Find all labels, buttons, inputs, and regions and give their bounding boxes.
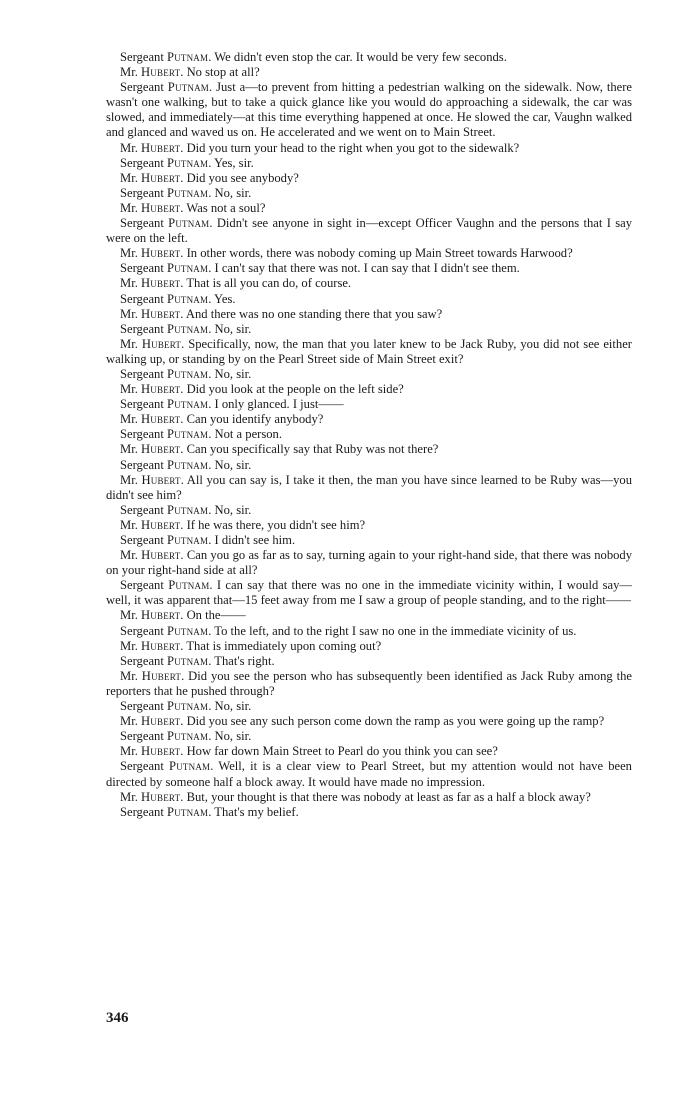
testimony-paragraph: Sergeant Putnam. No, sir. <box>120 185 252 200</box>
testimony-paragraph: Mr. Hubert. Did you see any such person come down the ramp as you were going up the ramp? <box>120 714 605 729</box>
speaker-name: Hubert <box>141 336 182 351</box>
speech-text: Can you specifically say that Ruby was not there? <box>186 442 439 457</box>
speech-text: No stop at all? <box>186 65 260 80</box>
speaker-title: Mr. <box>120 65 138 80</box>
speaker-title: Mr. <box>120 382 138 397</box>
speaker-title: Sergeant <box>120 578 164 593</box>
speaker-title: Mr. <box>120 246 138 261</box>
speech-text: No, sir. <box>214 729 252 744</box>
testimony-paragraph: Mr. Hubert. Did you see anybody? <box>120 170 299 185</box>
testimony-paragraph: Sergeant Putnam. Not a person. <box>120 427 283 442</box>
speaker-name: Hubert <box>141 744 181 759</box>
speaker-title: Sergeant <box>120 533 164 547</box>
speaker-name: Hubert <box>141 517 181 532</box>
speaker-name: Hubert <box>141 200 181 215</box>
speaker-name: Putnam <box>168 578 210 593</box>
testimony-paragraph: Sergeant Putnam. No, sir. <box>120 699 252 714</box>
speaker-name: Putnam <box>167 321 209 336</box>
testimony-paragraph: Sergeant Putnam. I only glanced. I just—— <box>120 397 344 412</box>
speaker-title: Mr. <box>120 336 138 351</box>
speaker-name: Putnam <box>167 366 209 381</box>
testimony-paragraph: Mr. Hubert. In other words, there was nobody coming up Main Street towards Harwood? <box>120 246 573 261</box>
speaker-title: Sergeant <box>120 291 164 306</box>
testimony-paragraph: Mr. Hubert. No stop at all? <box>120 65 260 80</box>
speaker-title: Mr. <box>120 744 138 759</box>
speaker-name: Hubert <box>141 638 181 653</box>
testimony-paragraph: Mr. Hubert. Did you see the person who has subsequently been identified as Jack Ruby among the reporters that he pushed through? <box>106 668 632 698</box>
speaker-title: Mr. <box>120 668 138 683</box>
testimony-paragraph: Mr. Hubert. But, your thought is that there was nobody at least as far as a half a block away? <box>120 789 591 804</box>
speaker-name: Hubert <box>141 548 181 563</box>
speaker-name: Putnam <box>167 804 209 819</box>
speaker-title: Mr. <box>120 412 138 427</box>
testimony-paragraph: Sergeant Putnam. No, sir. <box>120 729 252 744</box>
speaker-title: Mr. <box>120 200 138 215</box>
speaker-title: Mr. <box>120 442 138 457</box>
speaker-title: Mr. <box>120 608 138 623</box>
speech-text: Did you see any such person come down the ramp as you were going up the ramp? <box>186 714 605 729</box>
speaker-name: Hubert <box>141 65 181 80</box>
speaker-name: Hubert <box>141 276 181 291</box>
speech-text: No, sir. <box>214 321 252 336</box>
speaker-title: Mr. <box>120 789 138 804</box>
speech-text: Can you identify anybody? <box>186 412 324 427</box>
testimony-paragraph: Mr. Hubert. Did you turn your head to the right when you got to the sidewalk? <box>120 140 520 155</box>
testimony-paragraph: Mr. Hubert. That is immediately upon coming out? <box>120 638 382 653</box>
speaker-title: Sergeant <box>120 80 164 95</box>
speaker-title: Mr. <box>120 140 138 155</box>
speaker-name: Putnam <box>167 533 209 547</box>
speaker-title: Sergeant <box>120 366 164 381</box>
testimony-paragraph: Mr. Hubert. And there was no one standing there that you saw? <box>120 306 443 321</box>
testimony-paragraph: Sergeant Putnam. No, sir. <box>120 457 252 472</box>
speaker-name: Putnam <box>167 502 209 517</box>
page-number: 346 <box>106 1010 129 1026</box>
speaker-name: Hubert <box>141 714 181 729</box>
speech-text: And there was no one standing there that you saw? <box>185 306 443 321</box>
testimony-paragraph: Mr. Hubert. If he was there, you didn't see him? <box>120 517 366 532</box>
speech-text: No, sir. <box>214 502 252 517</box>
speaker-title: Sergeant <box>120 397 164 412</box>
speaker-name: Putnam <box>167 397 209 412</box>
speaker-name: Putnam <box>167 623 209 638</box>
speech-text: I only glanced. I just—— <box>214 397 344 412</box>
testimony-paragraph: Sergeant Putnam. I can say that there was no one in the immediate vicinity within, I would say—well, it was apparent that—15 feet away from me I saw a group of people standing, and to the right—— <box>106 578 632 608</box>
testimony-paragraph: Mr. Hubert. On the—— <box>120 608 246 623</box>
testimony-paragraph: Mr. Hubert. Was not a soul? <box>120 200 266 215</box>
testimony-paragraph: Mr. Hubert. Can you identify anybody? <box>120 412 324 427</box>
speaker-name: Hubert <box>141 382 181 397</box>
speech-text: Did you turn your head to the right when you got to the sidewalk? <box>186 140 520 155</box>
speaker-title: Sergeant <box>120 729 164 744</box>
speaker-name: Hubert <box>141 412 181 427</box>
speech-text: All you can say is, I take it then, the man you have since learned to be Ruby was—you didn't see him? <box>106 472 633 502</box>
speaker-title: Mr. <box>120 517 138 532</box>
speech-text: Yes, sir. <box>214 155 254 170</box>
speaker-name: Hubert <box>141 170 181 185</box>
testimony-paragraph: Mr. Hubert. All you can say is, I take it then, the man you have since learned to be Ruby was—you didn't see him? <box>106 472 633 502</box>
speaker-name: Putnam <box>167 185 209 200</box>
testimony-paragraph: Sergeant Putnam. No, sir. <box>120 502 252 517</box>
speech-text: I can say that there was no one in the immediate vicinity within, I would say—well, it was apparent that—15 feet away from me I saw a group of people standing, and to the right—— <box>106 578 632 608</box>
testimony-paragraph: Mr. Hubert. That is all you can do, of course. <box>120 276 352 291</box>
speaker-name: Putnam <box>169 759 211 774</box>
speaker-title: Mr. <box>120 638 138 653</box>
speaker-title: Mr. <box>120 714 138 729</box>
speech-text: Did you see anybody? <box>186 170 299 185</box>
testimony-paragraph: Mr. Hubert. Can you go as far as to say, turning again to your right-hand side, that there was nobody on your right-hand side at all? <box>106 548 633 578</box>
speech-text: No, sir. <box>214 185 252 200</box>
speaker-title: Sergeant <box>120 804 164 819</box>
speaker-name: Putnam <box>168 216 210 231</box>
speaker-title: Sergeant <box>120 457 164 472</box>
speech-text: Specifically, now, the man that you later knew to be Jack Ruby, you did not see either walking up, or standing by on the Pearl Street side of Main Street exit? <box>106 336 633 366</box>
speech-text: No, sir. <box>214 457 252 472</box>
testimony-paragraph: Mr. Hubert. Did you look at the people on the left side? <box>120 382 404 397</box>
speaker-name: Putnam <box>167 50 209 64</box>
speech-text: I didn't see him. <box>214 533 296 547</box>
testimony-paragraph: Sergeant Putnam. That's right. <box>120 653 275 668</box>
speech-text: Just a—to prevent from hitting a pedestrian walking on the sidewalk. Now, there wasn't one walking, but to take a quick glance like you would do approaching a sidewalk, the car was slowed, and immediately—at this time everything happened at once. He slowed the car, Vaughn walked and glanced and waved us on. He accelerated and we went on to Main Street. <box>106 80 632 140</box>
speech-text: Can you go as far as to say, turning again to your right-hand side, that there was nobody on your right-hand side at all? <box>106 548 633 578</box>
speech-text: But, your thought is that there was nobody at least as far as a half a block away? <box>186 789 591 804</box>
speech-text: Was not a soul? <box>186 200 266 215</box>
speech-text: Not a person. <box>214 427 283 442</box>
testimony-paragraph: Sergeant Putnam. Well, it is a clear view to Pearl Street, but my attention would not have been directed by someone half a block away. It would have made no impression. <box>106 759 632 789</box>
testimony-paragraph: Sergeant Putnam. To the left, and to the right I saw no one in the immediate vicinity of us. <box>120 623 577 638</box>
speaker-title: Mr. <box>120 276 138 291</box>
speaker-title: Sergeant <box>120 653 164 668</box>
speaker-name: Putnam <box>167 729 209 744</box>
testimony-paragraph: Mr. Hubert. Specifically, now, the man that you later knew to be Jack Ruby, you did not see either walking up, or standing by on the Pearl Street side of Main Street exit? <box>106 336 633 366</box>
speech-text: We didn't even stop the car. It would be very few seconds. <box>214 50 507 64</box>
speech-text: How far down Main Street to Pearl do you think you can see? <box>186 744 498 759</box>
speech-text: Didn't see anyone in sight in—except Officer Vaughn and the persons that I say were on the left. <box>106 216 632 246</box>
testimony-paragraph: Sergeant Putnam. That's my belief. <box>120 804 299 819</box>
speaker-title: Sergeant <box>120 216 164 231</box>
speech-text: Well, it is a clear view to Pearl Street, but my attention would not have been directed by someone half a block away. It would have made no impression. <box>106 759 632 789</box>
speech-text: On the—— <box>186 608 246 623</box>
transcript-body <box>106 50 632 820</box>
speaker-title: Mr. <box>120 170 138 185</box>
speech-text: Did you see the person who has subsequently been identified as Jack Ruby among the reporters that he pushed through? <box>106 668 632 698</box>
testimony-paragraph: Mr. Hubert. Can you specifically say that Ruby was not there? <box>120 442 439 457</box>
testimony-paragraph: Sergeant Putnam. I didn't see him. <box>120 533 296 547</box>
speaker-title: Sergeant <box>120 185 164 200</box>
speaker-name: Hubert <box>141 789 181 804</box>
testimony-paragraph: Sergeant Putnam. No, sir. <box>120 321 252 336</box>
speech-text: That is immediately upon coming out? <box>186 638 382 653</box>
speech-text: No, sir. <box>214 366 252 381</box>
speaker-name: Hubert <box>141 442 181 457</box>
testimony-paragraph: Sergeant Putnam. I can't say that there was not. I can say that I didn't see them. <box>120 261 520 276</box>
speaker-title: Mr. <box>120 306 138 321</box>
speech-text: No, sir. <box>214 699 252 714</box>
speaker-name: Putnam <box>167 291 209 306</box>
speech-text: I can't say that there was not. I can say that I didn't see them. <box>214 261 520 276</box>
speaker-name: Putnam <box>167 155 209 170</box>
speaker-name: Putnam <box>167 653 209 668</box>
speaker-name: Hubert <box>141 608 181 623</box>
speech-text: Did you look at the people on the left side? <box>186 382 404 397</box>
speech-text: Yes. <box>214 291 236 306</box>
speaker-title: Sergeant <box>120 50 164 64</box>
speaker-name: Putnam <box>167 457 209 472</box>
testimony-paragraph: Mr. Hubert. How far down Main Street to Pearl do you think you can see? <box>120 744 498 759</box>
speaker-name: Hubert <box>141 140 181 155</box>
speaker-title: Mr. <box>120 472 138 487</box>
speaker-name: Hubert <box>141 246 181 261</box>
speaker-title: Sergeant <box>120 427 164 442</box>
speaker-title: Sergeant <box>120 699 164 714</box>
speaker-title: Sergeant <box>120 321 164 336</box>
speaker-name: Putnam <box>167 80 209 95</box>
speaker-name: Putnam <box>167 699 209 714</box>
speaker-name: Hubert <box>141 668 182 683</box>
speaker-title: Sergeant <box>120 502 164 517</box>
speech-text: In other words, there was nobody coming up Main Street towards Harwood? <box>186 246 573 261</box>
testimony-paragraph: Sergeant Putnam. Yes. <box>120 291 236 306</box>
speaker-name: Putnam <box>167 261 209 276</box>
testimony-paragraph: Sergeant Putnam. We didn't even stop the car. It would be very few seconds. <box>120 50 507 64</box>
speaker-name: Putnam <box>167 427 209 442</box>
speech-text: That's my belief. <box>214 804 299 819</box>
speech-text: That's right. <box>214 653 275 668</box>
speaker-title: Sergeant <box>120 155 164 170</box>
speaker-title: Sergeant <box>120 759 164 774</box>
speaker-title: Sergeant <box>120 623 164 638</box>
speaker-name: Hubert <box>141 306 181 321</box>
speech-text: If he was there, you didn't see him? <box>186 517 366 532</box>
speech-text: To the left, and to the right I saw no one in the immediate vicinity of us. <box>214 623 577 638</box>
speaker-name: Hubert <box>141 472 181 487</box>
speech-text: That is all you can do, of course. <box>186 276 352 291</box>
speaker-title: Mr. <box>120 548 138 563</box>
testimony-paragraph: Sergeant Putnam. Yes, sir. <box>120 155 254 170</box>
testimony-paragraph: Sergeant Putnam. Didn't see anyone in sight in—except Officer Vaughn and the persons that I say were on the left. <box>106 216 632 246</box>
speaker-title: Sergeant <box>120 261 164 276</box>
testimony-paragraph: Sergeant Putnam. Just a—to prevent from hitting a pedestrian walking on the sidewalk. Now, there wasn't one walking, but to take a quick glance like you would do approaching a sidewalk, the car was slowed, and immediately—at this time everything happened at once. He slowed the car, Vaughn walked and glanced and waved us on. He accelerated and we went on to Main Street. <box>106 80 632 140</box>
testimony-paragraph: Sergeant Putnam. No, sir. <box>120 366 252 381</box>
